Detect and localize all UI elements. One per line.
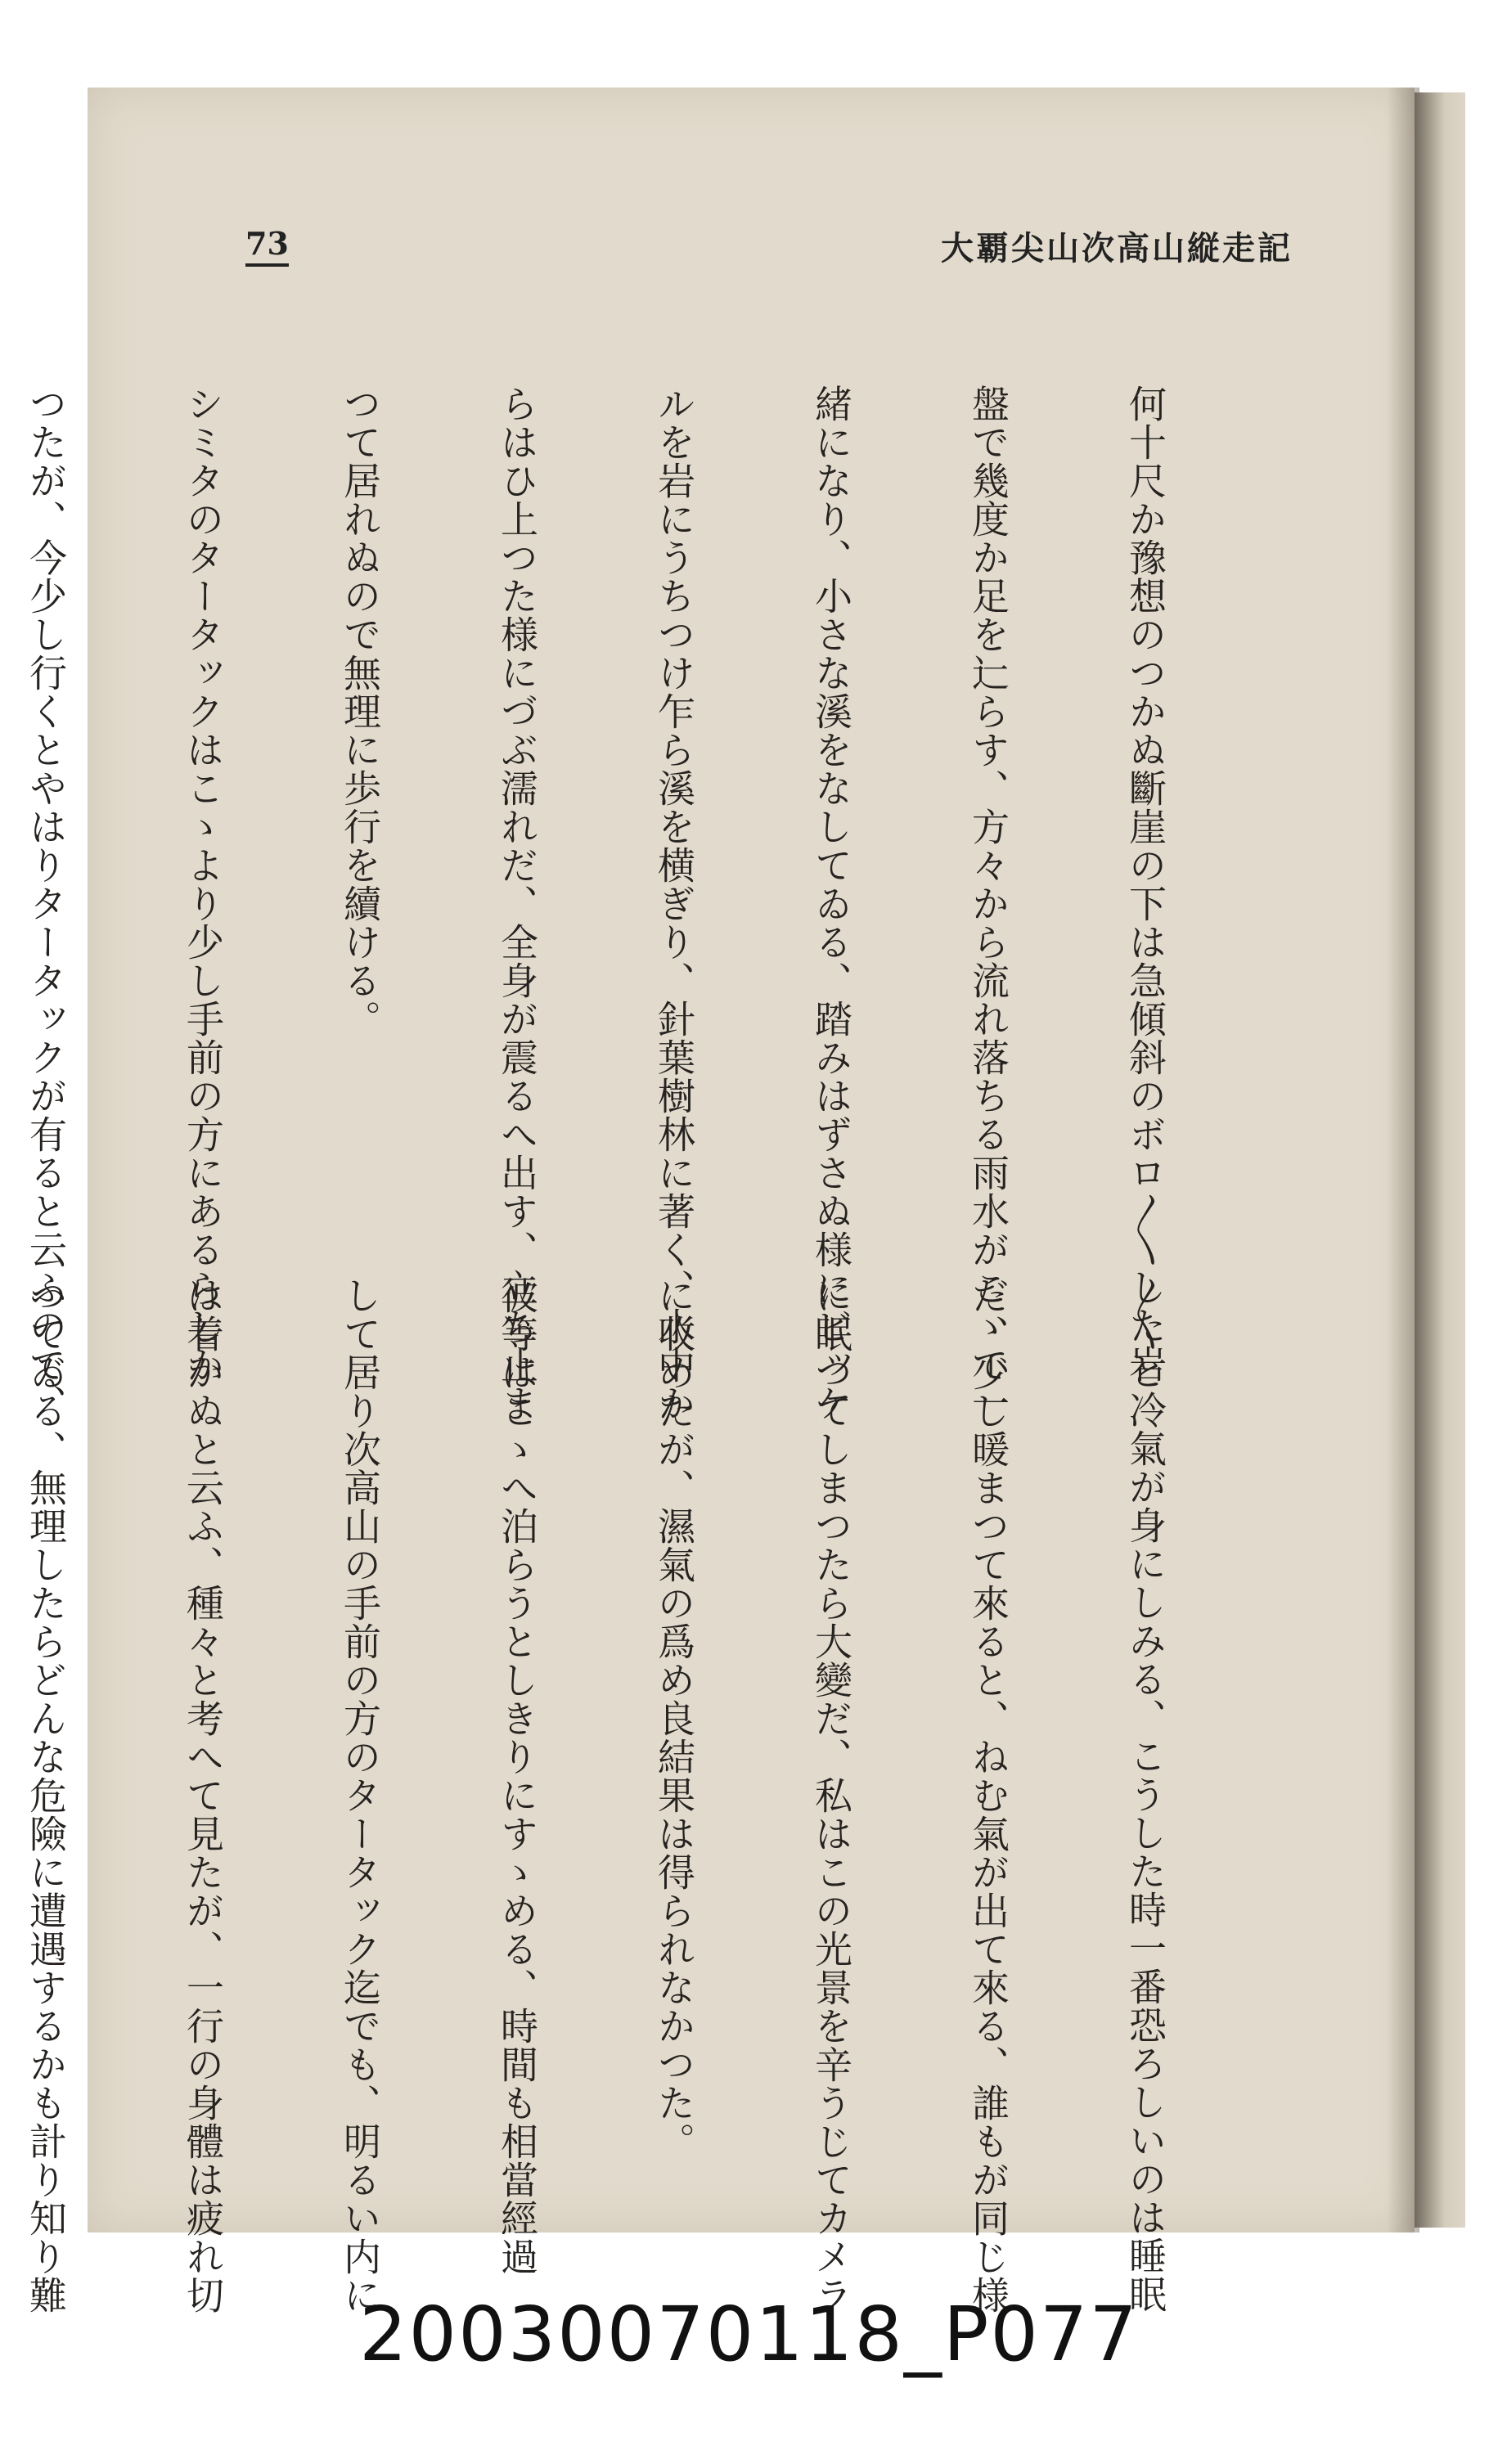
text-line: 盤で幾度か足を辷らす、方々から流れ落ちる雨水がこゝで一 [966, 384, 1010, 1423]
text-block-top [24, 384, 1276, 1423]
text-line: 〳〵と冷氣が身にしみる、こうした時一番恐ろしいのは睡眠 [1123, 1276, 1167, 2313]
text-block-bottom [24, 1276, 1276, 2314]
text-line: ルを岩にうちつけ乍ら溪を横ぎり、針葉樹林に著く、水中か [652, 384, 696, 1423]
text-line: して居り次高山の手前の方のタータック迄でも、明るい内に [338, 1276, 382, 2314]
text-line: に收めたが、濕氣の爲め良結果は得られなかつた。 [652, 1276, 696, 2160]
text-line: つて居れぬので無理に歩行を續ける。 [338, 384, 382, 1038]
text-line: 何十尺か豫想のつかぬ斷崖の下は急傾斜のボロ〳〵した岩 [1123, 384, 1167, 1383]
text-line: つてゐる、無理したらどんな危險に遭遇するかも計り知り難 [24, 1276, 68, 2314]
page-number: 73 [245, 225, 289, 267]
text-line: らはひ上つた様にづぶ濡れだ、全身が震るへ出す、立ち止ま [495, 384, 539, 1423]
text-line: だ、少し暖まつて來ると、ねむ氣が出て來る、誰もが同じ様 [966, 1276, 1010, 2314]
text-line: は着かぬと云ふ、種々と考へて見たが、一行の身體は疲れ切 [181, 1276, 225, 2314]
text-line: に眠つてしまつたら大變だ、私はこの光景を辛うじてカメラ [809, 1276, 853, 2314]
image-identifier: 20030070118_P077 [359, 2291, 1139, 2378]
text-line: シミタのタータックはこゝより少し手前の方にあるらしか [181, 384, 225, 1384]
running-title: 大覇尖山次高山縦走記 [941, 228, 1293, 268]
text-line: 緒になり、小さな溪をなしてゐる、踏みはずさぬ様にビッケ [809, 384, 853, 1423]
text-line: 彼等はこゝへ泊らうとしきりにすゝめる、時間も相當經過 [495, 1276, 539, 2276]
facing-page-edge [1415, 92, 1465, 2228]
page-header [245, 217, 1293, 274]
text-line: つたが、今少し行くとやはりタータックが有ると云ふので、 [24, 384, 68, 1423]
